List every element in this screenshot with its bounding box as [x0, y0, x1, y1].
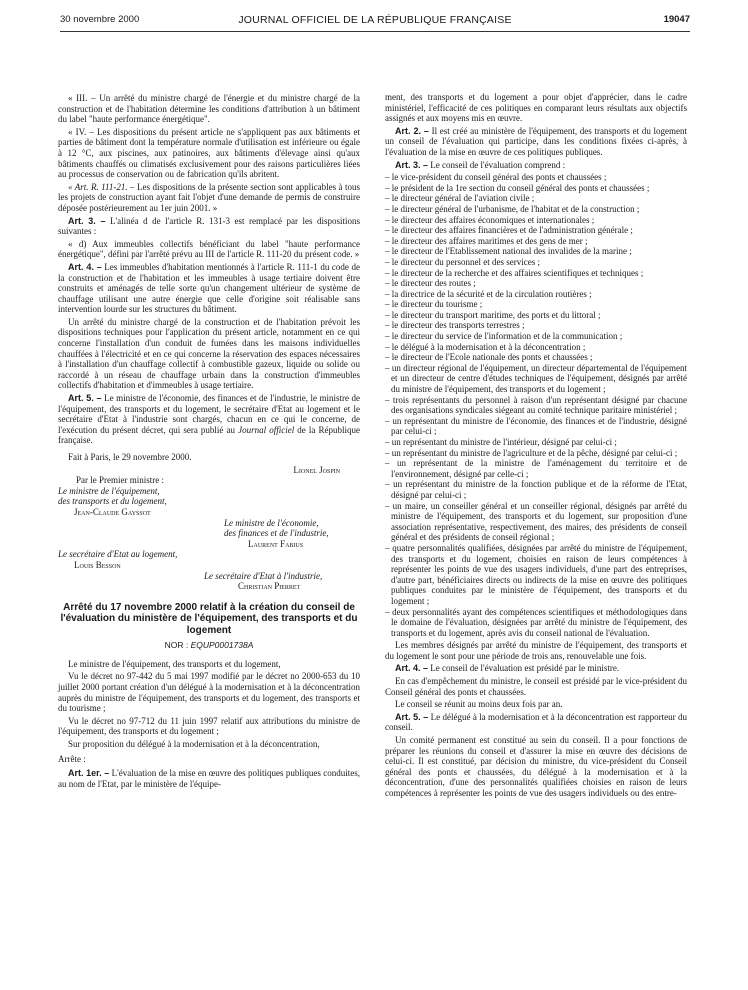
ministre-economie: Le ministre de l'économie, des finances et de l'industrie, [224, 517, 329, 539]
article-label: Art. 4. – [68, 261, 102, 272]
article-4-c: Le conseil se réunit au moins deux fois par an. [395, 699, 563, 710]
member-item: – le directeur des affaires financières et de l'administration générale ; [385, 225, 633, 236]
article-5 [385, 712, 687, 733]
member-item: – le directeur général de l'urbanisme, de l'habitat et de la construction ; [385, 203, 640, 214]
nor-code: EQUP0001738A [190, 640, 254, 651]
article-2 [385, 126, 687, 158]
article-text: Les immeubles d'habitation mentionnés à l'article R. 111-1 du code de la construction et de l'habitation et les immeubles à usage tertiaire doivent être construits et aménagés de telle sorte qu'un changement ultérieur de système de chauffage utilisant une autre énergie que celle d'origine soit réalisable sans intervention lourde sur les structures du bâtiment. [58, 261, 360, 315]
article-label: Art. 3. – [68, 215, 106, 226]
members-list [385, 172, 687, 638]
signatures [58, 465, 360, 592]
article-3-d: « d) Aux immeubles collectifs bénéficiant du label "haute performance énergétique", défini par l'arrêté prévu au III de l'article R. 111-20 du présent code. » [58, 238, 360, 260]
article-label: Art. 4. – [395, 663, 429, 674]
member-item: – le directeur du personnel et des services ; [385, 256, 540, 267]
member-item: – le directeur général de l'aviation civile ; [385, 193, 535, 204]
header-title: JOURNAL OFFICIEL DE LA RÉPUBLIQUE FRANÇAISE [238, 14, 512, 26]
journal-officiel-ref: Journal officiel [238, 424, 295, 435]
signature-fabius: Laurent Fabius [248, 538, 304, 549]
visa-proposition: Sur proposition du délégué à la modernisation et à la déconcentration, [68, 738, 320, 749]
article-text: L'alinéa d de l'article R. 131-3 est remplacé par les dispositions suivantes : [58, 215, 360, 237]
article-label: Art. 2. – [395, 125, 429, 136]
visa-ministre: Le ministre de l'équipement, des transports et du logement, [68, 658, 281, 669]
member-item: – le directeur des affaires maritimes et des gens de mer ; [385, 235, 588, 246]
member-item: – le vice-président du conseil général des ponts et chaussées ; [385, 172, 607, 183]
members-term: Les membres désignés par arrêté du ministre de l'équipement, des transports et du logement le sont pour une période de trois ans, renouvelable une fois. [385, 640, 687, 661]
paragraph-art-r-111-21 [58, 182, 360, 214]
member-item: – un représentant du ministre de l'agriculture et de la pêche, désigné par celui-ci ; [385, 447, 678, 458]
nor-reference [58, 640, 360, 651]
fait-a-paris: Fait à Paris, le 29 novembre 2000. [68, 452, 192, 462]
left-column [58, 93, 360, 791]
member-item: – un directeur régional de l'équipement, un directeur départemental de l'équipement et un directeur de centre d'études techniques de l'équipement, désignés par arrêté du ministre de l'équipement, des transports et du logement ; [385, 362, 687, 395]
article-label: Art. 3. – [395, 159, 429, 170]
member-item: – quatre personnalités qualifiées, désignées par arrêté du ministre de l'équipement, des transports et du logement, choisies en raison de leurs compétences à représenter les points de vue des usagers individuels, d'une part des entreprises, d'autre part, bénéficiaires directs ou indirects de la mise en œuvre des politiques publiques conduites par le ministère de l'équipement, des transports et du logement ; [385, 542, 687, 606]
member-item: – le directeur des affaires économiques et internationales ; [385, 214, 595, 225]
member-item: – le directeur des transports terrestres ; [385, 320, 525, 331]
member-item: – un représentant de la ministre de l'aménagement du territoire et de l'environnement, désigné par celle-ci ; [385, 458, 687, 479]
signature-pierret: Christian Pierret [238, 581, 301, 592]
member-item: – un maire, un conseiller général et un conseiller régional, désignés par arrêté du ministre de l'équipement, des transports et du logement, sur proposition d'une association représentative, respectivement, des maires, des présidents de conseil général et des présidents de conseil régional ; [385, 500, 687, 543]
article-label: Art. 5. – [395, 711, 429, 722]
page-header [60, 14, 690, 28]
member-item: – la directrice de la sécurité et de la circulation routières ; [385, 288, 592, 299]
article-1-continued: ment, des transports et du logement a pour objet d'apprécier, dans le cadre ministériel, l'efficacité de ces politiques en comparant leurs résultats aux objectifs assignés et aux moyens mis en œuvre. [385, 92, 687, 124]
article-text: L'évaluation de la mise en œuvre des politiques publiques conduites, au nom de l'Etat, par le ministère de l'équipe- [58, 768, 360, 789]
member-item: – le directeur de la recherche et des affaires scientifiques et techniques ; [385, 267, 644, 278]
member-item: – le directeur de l'Ecole nationale des ponts et chaussées ; [385, 352, 593, 363]
secretaire-industrie: Le secrétaire d'Etat à l'industrie, [204, 570, 323, 581]
article-4 [385, 663, 687, 674]
par-le-premier-ministre: Par le Premier ministre : [76, 475, 164, 486]
member-item: – un représentant du ministre de l'économie, des finances et de l'industrie, désigné par celui-ci ; [385, 415, 687, 437]
decree-title: Arrêté du 17 novembre 2000 relatif à la création du conseil de l'évaluation du ministère de l'équipement, des transports et du logement [60, 601, 358, 636]
article-text: Le conseil de l'évaluation est présidé par le ministre. [428, 663, 620, 674]
member-item: – le délégué à la modernisation et à la déconcentration ; [385, 341, 586, 352]
article-4 [58, 262, 360, 315]
member-item: – trois représentants du personnel à raison d'un représentant désigné par chacune des organisations syndicales siégeant au comité technique paritaire ministériel ; [385, 394, 687, 416]
article-text: Le délégué à la modernisation et à la déconcentration est rapporteur du conseil. [385, 711, 687, 733]
member-item: – deux personnalités ayant des compétences scientifiques et méthodologiques dans le domaine de l'évaluation, désignées par arrêté du ministre de l'équipement, des transports et du logement, après avis du conseil national de l'évaluation. [385, 606, 687, 638]
member-item: – le directeur du tourisme ; [385, 299, 483, 310]
arrete-heading: Arrête : [58, 753, 86, 764]
ministre-equipement: Le ministre de l'équipement, des transports et du logement, [58, 485, 167, 507]
visa-decret-97-442: Vu le décret no 97-442 du 5 mai 1997 modifié par le décret no 2000-653 du 10 juillet 2000 portant création d'un délégué à la modernisation et à la déconcentration auprès du ministre de l'équipement, des transports et du logement, des transports et du tourisme ; [58, 671, 360, 714]
secretaire-logement: Le secrétaire d'Etat au logement, [58, 549, 178, 560]
article-5 [58, 393, 360, 446]
member-item: – le président de la 1re section du conseil général des ponts et chaussées ; [385, 182, 650, 193]
signature-jospin: Lionel Jospin [293, 464, 340, 475]
signature-gayssot: Jean-Claude Gayssot [74, 506, 151, 517]
member-item: – le directeur de l'Etablissement national des invalides de la marine ; [385, 246, 632, 257]
article-ref: « Art. R. 111-21. – [68, 181, 135, 192]
paragraph-iii: « III. – Un arrêté du ministre chargé de l'énergie et du ministre chargé de la construction et de l'habitation détermine les conditions d'attribution à un bâtiment du label "haute performance énergétique". [58, 93, 360, 125]
article-label: Art. 5. – [68, 393, 102, 404]
article-3 [58, 216, 360, 237]
header-rule [60, 31, 690, 32]
right-column [385, 92, 687, 801]
paragraph-text: Les dispositions de la présente section sont applicables à tous les projets de construction ayant fait l'objet d'une demande de permis de construire déposée postérieurement au 1er juin 2001. » [58, 181, 360, 213]
article-4-b: En cas d'empêchement du ministre, le conseil est présidé par le vice-président du Conseil général des ponts et chaussées. [385, 676, 687, 697]
article-3 [385, 160, 687, 171]
header-date: 30 novembre 2000 [60, 14, 140, 25]
article-4-b: Un arrêté du ministre chargé de la construction et de l'habitation prévoit les dispositions techniques pour l'application du présent article, notamment en ce qui concerne l'installation d'un conduit de fumées dans les maisons individuelles chauffées à l'électricité et en ce qui concerne la réservation des espaces nécessaires à l'installation d'un chauffage collectif à combustible gazeux, liquide ou solide ou raccordé à un réseau de chauffage urbain dans la construction d'immeubles collectifs d'habitation et d'immeubles à usage tertiaire. [58, 316, 360, 391]
member-item: – le directeur des routes ; [385, 278, 476, 289]
article-text-end: de la République française. [58, 424, 360, 446]
member-item: – un représentant du ministre de l'intérieur, désigné par celui-ci ; [385, 437, 617, 447]
article-1 [58, 768, 360, 789]
visa-decret-97-712: Vu le décret no 97-712 du 11 juin 1997 relatif aux attributions du ministre de l'équipement, des transports et du logement ; [58, 715, 360, 737]
member-item: – le directeur du service de l'information et de la communication ; [385, 331, 623, 342]
signature-besson: Louis Besson [74, 559, 121, 570]
paragraph-iv: « IV. – Les dispositions du présent article ne s'appliquent pas aux bâtiments et parties de bâtiment dont la température normale d'utilisation est inférieure ou égale à 12 °C, aux piscines, aux patinoires, aux bâtiments d'élevage ainsi qu'aux bâtiments chauffés ou climatisés exclusivement pour des raisons particulières liées au processus de conservation ou de fabrication qu'ils abritent. [58, 126, 360, 180]
article-text: Le ministre de l'économie, des finances et de l'industrie, le ministre de l'équipement, des transports et du logement, le secrétaire d'Etat au logement et le secrétaire d'Etat à l'industrie sont chargés, chacun en ce qui le concerne, de l'exécution du présent décret, qui sera publié au [58, 393, 360, 435]
article-label: Art. 1er. – [68, 768, 110, 779]
header-page-number: 19047 [663, 14, 690, 25]
nor-label: NOR : [164, 640, 191, 651]
article-text: Il est créé au ministère de l'équipement, des transports et du logement un conseil de l'évaluation qui participe, dans les conditions fixées ci-après, à l'évaluation de la mise en œuvre de ces politiques publiques. [385, 125, 688, 157]
article-text: Le conseil de l'évaluation comprend : [428, 159, 566, 170]
member-item: – le directeur du transport maritime, des ports et du littoral ; [385, 309, 601, 320]
member-item: – un représentant du ministre de la fonction publique et de la réforme de l'Etat, désigné par celui-ci ; [385, 479, 687, 500]
article-5-b: Un comité permanent est constitué au sein du conseil. Il a pour fonctions de préparer les réunions du conseil et d'assurer la mise en œuvre des décisions de celui-ci. Il est constitué, par décision du ministre, du vice-président du Conseil général des ponts et chaussées, du délégué à la modernisation et à la déconcentration, d'une des personnalités qualifiées choisies en raison de leurs compétences à représenter les points de vue des usagers individuels ou des entre- [385, 735, 687, 798]
